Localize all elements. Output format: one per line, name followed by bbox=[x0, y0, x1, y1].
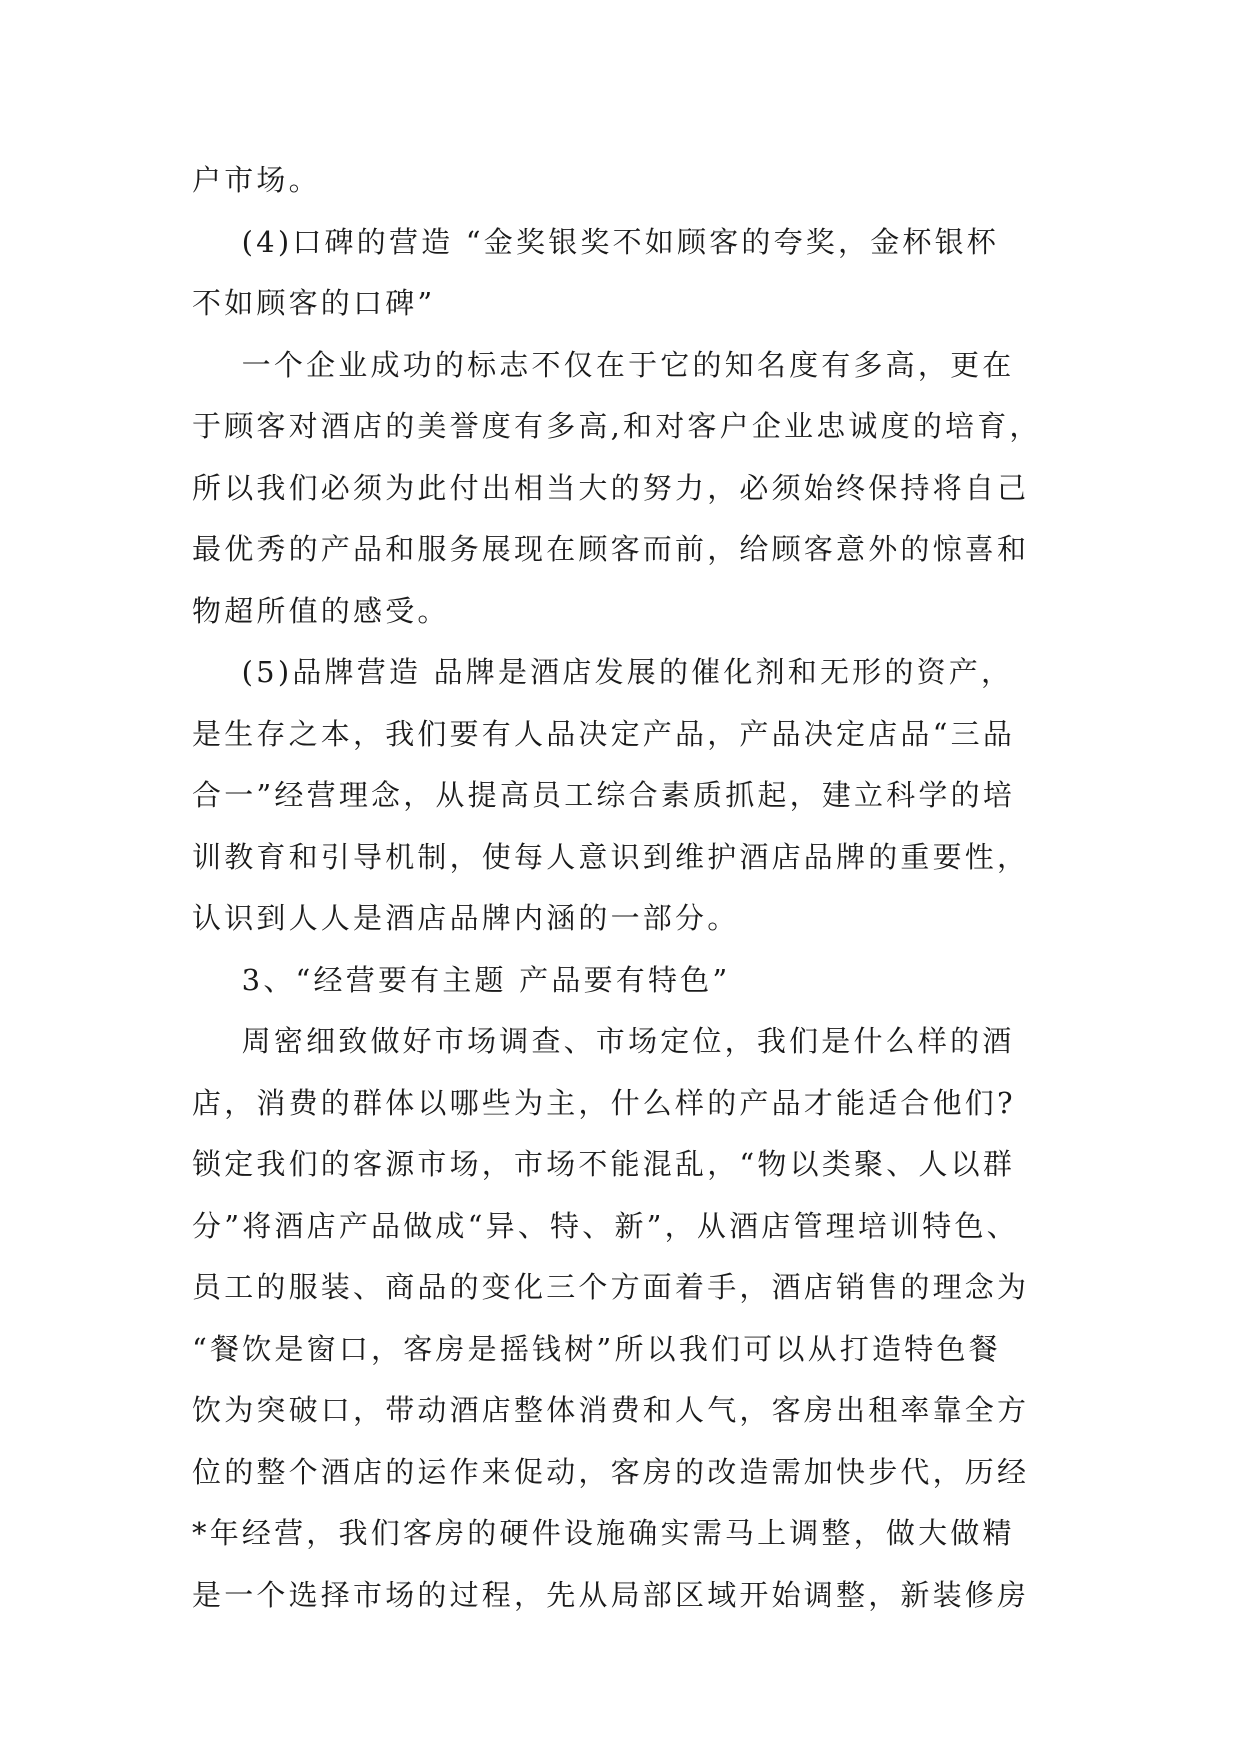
text-line: 一个企业成功的标志不仅在于它的知名度有多高，更在 bbox=[192, 347, 1015, 382]
text-line: 员工的服装、商品的变化三个方面着手，酒店销售的理念为 bbox=[192, 1270, 1030, 1304]
text-line: 是一个选择市场的过程，先从局部区域开始调整，新装修房 bbox=[192, 1577, 1030, 1612]
text-line: 最优秀的产品和服务展现在顾客而前，给顾客意外的惊喜和 bbox=[192, 532, 1030, 566]
text-line: (5)品牌营造 品牌是酒店发展的催化剂和无形的资产， bbox=[192, 655, 1014, 689]
section-heading: 3、“经营要有主题 产品要有特色” bbox=[192, 962, 731, 997]
text-line: 合一”经营理念，从提高员工综合素质抓起，建立科学的培 bbox=[192, 778, 1016, 812]
text-line: 位的整个酒店的运作来促动，客房的改造需加快步代，历经 bbox=[192, 1454, 1030, 1489]
text-line: 分”将酒店产品做成“异、特、新”，从酒店管理培训特色、 bbox=[192, 1208, 1019, 1243]
text-line: 周密细致做好市场调查、市场定位，我们是什么样的酒 bbox=[192, 1024, 1015, 1058]
text-line: 饮为突破口，带动酒店整体消费和人气，客房出租率靠全方 bbox=[192, 1393, 1030, 1427]
text-line: 所以我们必须为此付出相当大的努力，必须始终保持将自己 bbox=[192, 470, 1030, 505]
text-line: (4)口碑的营造 “金奖银奖不如顾客的夸奖，金杯银杯 bbox=[192, 224, 999, 259]
document-body bbox=[192, 150, 1052, 1626]
text-line: *年经营，我们客房的硬件设施确实需马上调整，做大做精 bbox=[192, 1516, 1015, 1550]
text-line: 不如顾客的口碑” bbox=[192, 286, 436, 320]
text-line: 店，消费的群体以哪些为主，什么样的产品才能适合他们? bbox=[192, 1085, 1016, 1120]
text-line: 训教育和引导机制，使每人意识到维护酒店品牌的重要性， bbox=[192, 839, 1030, 874]
text-line: 户市场。 bbox=[192, 163, 321, 197]
text-line: 认识到人人是酒店品牌内涵的一部分。 bbox=[192, 901, 740, 935]
text-line: 于顾客对酒店的美誉度有多高,和对客户企业忠诚度的培育， bbox=[192, 409, 1042, 443]
text-line: “餐饮是窗口，客房是摇钱树”所以我们可以从打造特色餐 bbox=[192, 1331, 1001, 1366]
text-line: 物超所值的感受。 bbox=[192, 593, 450, 628]
text-line: 锁定我们的客源市场，市场不能混乱，“物以类聚、人以群 bbox=[192, 1147, 1016, 1181]
text-line: 是生存之本，我们要有人品决定产品，产品决定店品“三品 bbox=[192, 716, 1016, 751]
